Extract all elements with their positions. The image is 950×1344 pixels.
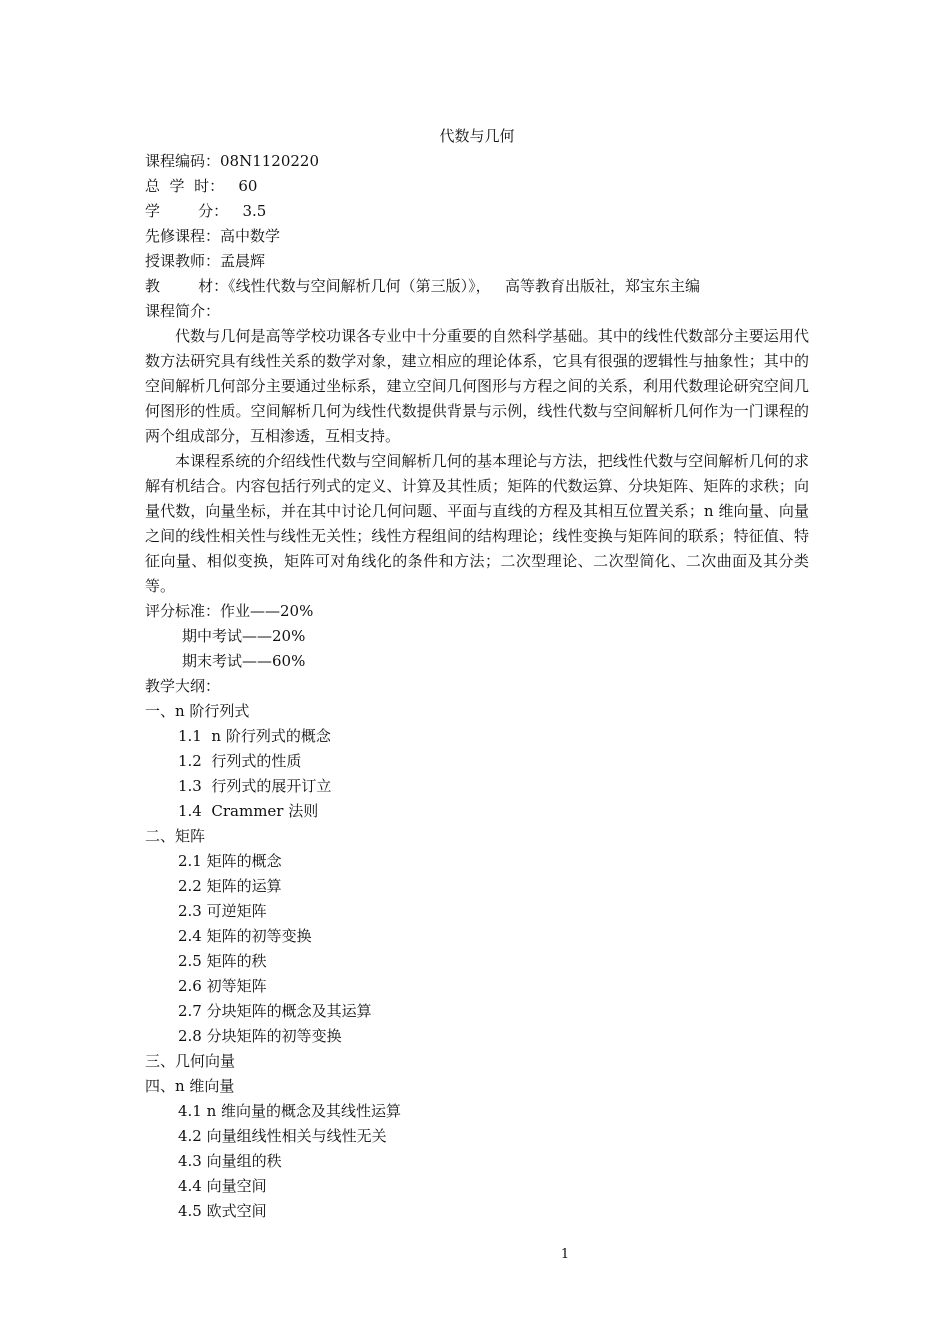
section-item: 2.1 矩阵的概念 — [178, 852, 282, 870]
section-item: 2.2 矩阵的运算 — [178, 877, 282, 895]
section-item: 4.2 向量组线性相关与线性无关 — [178, 1127, 387, 1145]
grading-homework: 评分标准：作业——20% — [145, 602, 314, 620]
syllabus-heading: 教学大纲： — [145, 677, 221, 695]
section-item: 1.4 Crammer 法则 — [178, 802, 319, 820]
section-item: 2.7 分块矩阵的概念及其运算 — [178, 1002, 372, 1020]
chapter-title: 一、n 阶行列式 — [145, 702, 250, 720]
course-code: 课程编码：08N1120220 — [145, 152, 320, 170]
section-item: 1.3 行列式的展开订立 — [178, 777, 332, 795]
textbook: 教 材：《线性代数与空间解析几何（第三版）》， 高等教育出版社，郑宝东主编 — [145, 277, 700, 295]
total-hours: 总 学 时： 60 — [145, 177, 258, 195]
chapter-title: 三、几何向量 — [145, 1052, 236, 1070]
section-item: 4.5 欧式空间 — [178, 1202, 267, 1220]
chapter-title: 二、矩阵 — [145, 827, 206, 845]
chapter-1 — [145, 699, 809, 824]
section-item: 4.3 向量组的秩 — [178, 1152, 282, 1170]
page-number: 1 — [560, 1247, 570, 1262]
grading-midterm: 期中考试——20% — [182, 627, 306, 645]
document-title: 代数与几何 — [439, 127, 515, 145]
section-item: 2.6 初等矩阵 — [178, 977, 267, 995]
section-item: 4.4 向量空间 — [178, 1177, 267, 1195]
intro-paragraph-1: 代数与几何是高等学校功课各专业中十分重要的自然科学基础。其中的线性代数部分主要运用代数方法研究具有线性关系的数学对象，建立相应的理论体系，它具有很强的逻辑性与抽象性；其中的空间解析几何部分主要通过坐标系，建立空间几何图形与方程之间的关系，利用代数理论研究空间几何图形的性质。空间解析几何为线性代数提供背景与示例，线性代数与空间解析几何作为一门课程的两个组成部分，互相渗透，互相支持。 — [145, 327, 809, 445]
intro-heading: 课程简介： — [145, 302, 221, 320]
section-item: 2.5 矩阵的秩 — [178, 952, 267, 970]
prerequisite: 先修课程：高中数学 — [145, 227, 281, 245]
section-item: 2.4 矩阵的初等变换 — [178, 927, 312, 945]
document-content — [145, 124, 809, 1224]
chapter-2 — [145, 824, 809, 1049]
section-item: 1.1 n 阶行列式的概念 — [178, 727, 331, 745]
chapter-title: 四、n 维向量 — [145, 1077, 235, 1095]
intro-paragraph-2: 本课程系统的介绍线性代数与空间解析几何的基本理论与方法，把线性代数与空间解析几何的求解有机结合。内容包括行列式的定义、计算及其性质；矩阵的代数运算、分块矩阵、矩阵的求秩；向量代数，向量坐标，并在其中讨论几何问题、平面与直线的方程及其相互位置关系；n 维向量、向量之间的线性相关性与线性无关性；线性方程组间的结构理论；线性变换与矩阵间的联系；特征值、特征向量、相似变换，矩阵可对角线化的条件和方法；二次型理论、二次型简化、二次曲面及其分类等。 — [145, 452, 809, 595]
section-item: 1.2 行列式的性质 — [178, 752, 302, 770]
chapter-4 — [145, 1074, 809, 1224]
section-item: 2.8 分块矩阵的初等变换 — [178, 1027, 342, 1045]
chapter-3 — [145, 1049, 809, 1074]
grading-final: 期末考试——60% — [182, 652, 306, 670]
section-item: 4.1 n 维向量的概念及其线性运算 — [178, 1102, 402, 1120]
instructor: 授课教师：孟晨辉 — [145, 252, 266, 270]
section-item: 2.3 可逆矩阵 — [178, 902, 267, 920]
credits: 学 分： 3.5 — [145, 202, 267, 220]
